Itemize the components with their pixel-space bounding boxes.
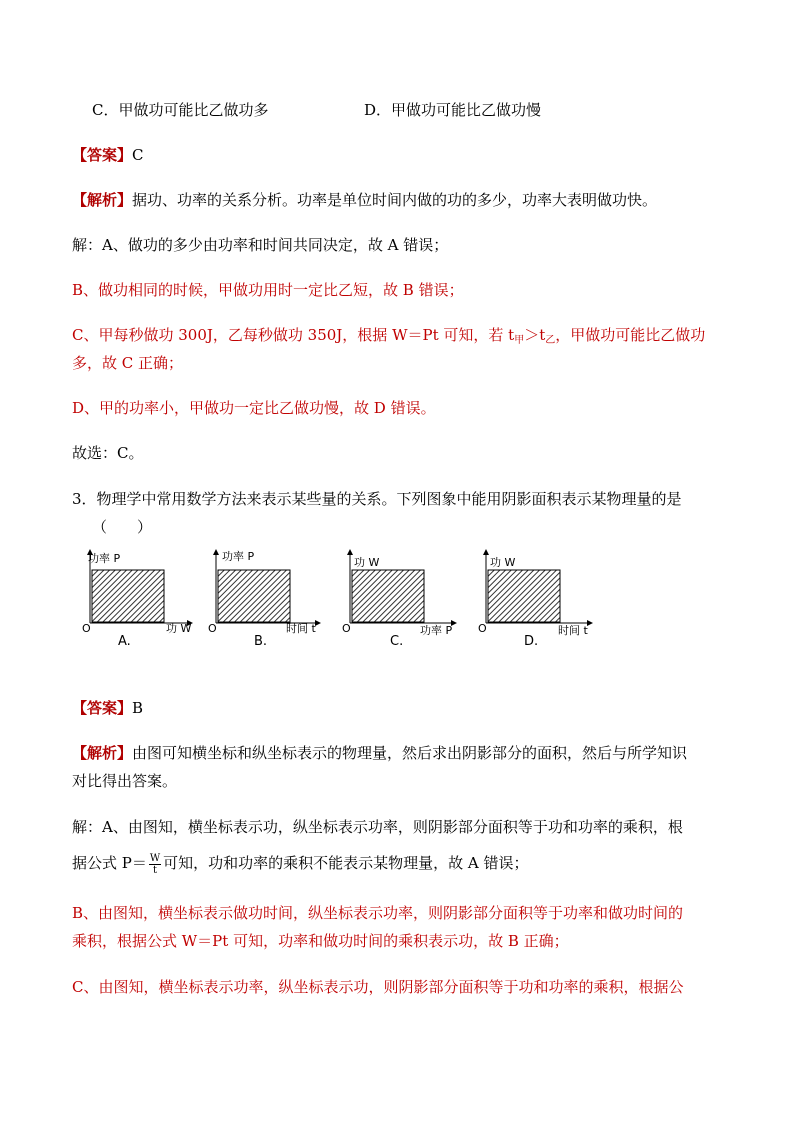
- answer-value: C: [132, 146, 144, 164]
- option-label: D.: [524, 634, 539, 649]
- answer-tag: 【答案】: [72, 146, 133, 164]
- option-c: C．甲做功可能比乙做功多: [92, 101, 269, 119]
- q2-answer: [72, 144, 144, 166]
- q3-solution-b-line1: B、由图知，横坐标表示做功时间，纵坐标表示功率，则阴影部分面积等于功率和做功时间的: [72, 904, 684, 922]
- origin-label: O: [342, 622, 351, 635]
- x-axis-label: 功 W: [166, 622, 192, 635]
- option-label: C.: [390, 634, 404, 649]
- text: 据公式 P＝: [72, 854, 147, 872]
- subscript: 乙: [545, 335, 556, 346]
- text: ，甲做功可能比乙做功: [555, 326, 706, 344]
- q3-solution-c-line1: C、由图知，横坐标表示功率，纵坐标表示功，则阴影部分面积等于功和功率的乘积，根据公: [72, 978, 684, 996]
- q3-analysis-line1: [72, 742, 687, 764]
- y-axis-label: 功率 P: [88, 552, 121, 565]
- q2-solution-a: 解：A、做功的多少由功率和时间共同决定，故 A 错误；: [72, 236, 449, 254]
- graph-d: [476, 548, 598, 653]
- analysis-text: 由图可知横坐标和纵坐标表示的物理量，然后求出阴影部分的面积，然后与所学知识: [132, 744, 688, 762]
- origin-label: O: [208, 622, 217, 635]
- q2-solution-c-line1: [72, 324, 705, 352]
- x-axis-label: 时间 t: [558, 624, 588, 637]
- option-label: B.: [254, 634, 268, 649]
- q3-solution-a-line2: [72, 852, 529, 876]
- graph-d-svg: [476, 548, 598, 653]
- q2-choose: 故选：C。: [72, 444, 144, 462]
- text: ＞t: [524, 326, 546, 344]
- graph-b: [206, 548, 326, 653]
- fraction: [149, 853, 161, 876]
- analysis-tag: 【解析】: [72, 744, 133, 762]
- q2-solution-c-line2: 多，故 C 正确；: [72, 354, 184, 372]
- shaded-area: [352, 570, 424, 622]
- answer-value: B: [132, 699, 144, 717]
- q3-solution-b-line2: 乘积，根据公式 W＝Pt 可知，功率和做功时间的乘积表示功，故 B 正确；: [72, 932, 569, 950]
- origin-label: O: [478, 622, 487, 635]
- graph-b-svg: [206, 548, 326, 653]
- option-d: D．甲做功可能比乙做功慢: [364, 101, 542, 119]
- origin-label: O: [82, 622, 91, 635]
- q2-solution-b: B、做功相同的时候，甲做功用时一定比乙短，故 B 错误；: [72, 281, 464, 299]
- q3-stem: 3．物理学中常用数学方法来表示某些量的关系。下列图象中能用阴影面积表示某物理量的是: [72, 490, 682, 508]
- analysis-tag: 【解析】: [72, 191, 133, 209]
- shaded-area: [488, 570, 560, 622]
- graph-a: [80, 548, 200, 653]
- shaded-area: [92, 570, 164, 622]
- option-label: A.: [118, 634, 131, 649]
- fraction-numerator: W: [149, 852, 161, 864]
- q3-answer: [72, 697, 143, 719]
- analysis-text: 据功、功率的关系分析。功率是单位时间内做的功的多少，功率大表明做功快。: [132, 191, 658, 209]
- answer-tag: 【答案】: [72, 699, 133, 717]
- q2-analysis: [72, 189, 657, 211]
- graph-c-svg: [340, 548, 462, 653]
- y-axis-label: 功 W: [354, 556, 380, 569]
- text: 可知，功和功率的乘积不能表示某物理量，故 A 错误；: [163, 854, 529, 872]
- graph-a-svg: [80, 548, 200, 653]
- q3-analysis-line2: 对比得出答案。: [72, 772, 178, 790]
- q3-solution-a-line1: 解：A、由图知，横坐标表示功，纵坐标表示功率，则阴影部分面积等于功和功率的乘积，根: [72, 818, 683, 836]
- y-axis-label: 功率 P: [222, 550, 255, 563]
- text: C、甲每秒做功 300J，乙每秒做功 350J，根据 W＝Pt 可知，若 t: [72, 326, 515, 344]
- subscript: 甲: [514, 335, 525, 346]
- q3-paren: （ ）: [92, 518, 153, 536]
- x-axis-label: 功率 P: [420, 624, 453, 637]
- q2-solution-d: D、甲的功率小，甲做功一定比乙做功慢，故 D 错误。: [72, 399, 436, 417]
- x-axis-label: 时间 t: [286, 622, 316, 635]
- fraction-denominator: t: [153, 864, 158, 876]
- y-axis-label: 功 W: [490, 556, 516, 569]
- graph-c: [340, 548, 462, 653]
- shaded-area: [218, 570, 290, 622]
